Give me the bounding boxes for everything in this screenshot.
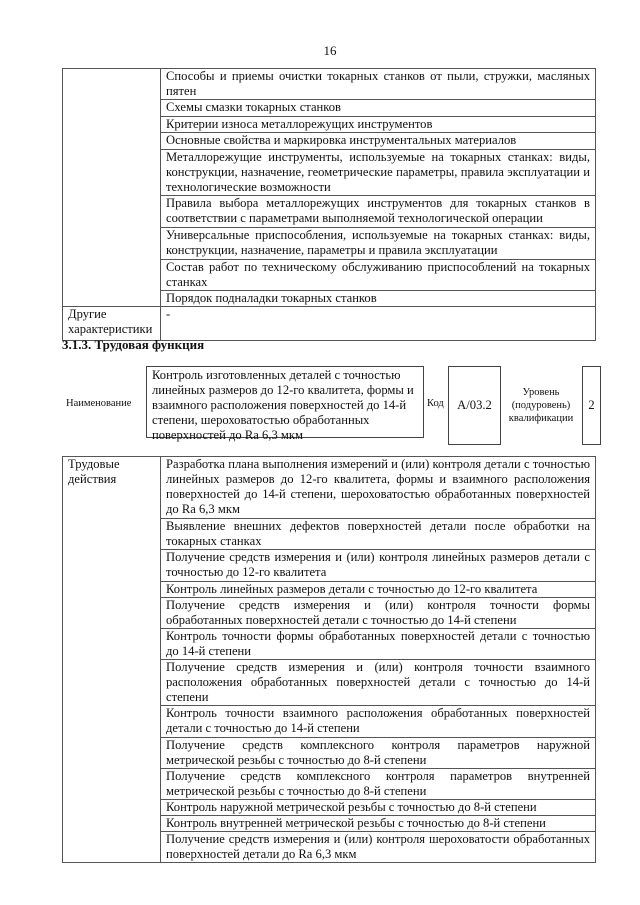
- name-label: Наименование: [66, 398, 132, 409]
- table-row: Способы и приемы очистки токарных станков от пыли, стружки, масляных пятен: [161, 69, 596, 100]
- other-characteristics-label: Другие характеристики: [63, 307, 161, 341]
- table-row: Контроль точности взаимного расположения обработанных поверхностей детали с точностью до 14-й степени: [161, 706, 596, 738]
- labor-actions-table: [62, 456, 596, 863]
- table-row: Состав работ по техническому обслуживанию приспособлений на токарных станках: [161, 260, 596, 291]
- table-row: Схемы смазки токарных станков: [161, 100, 596, 117]
- table-row: Выявление внешних дефектов поверхностей детали после обработки на токарных станках: [161, 519, 596, 550]
- name-value-box: Контроль изготовленных деталей с точностью линейных размеров до 12-го квалитета, формы и взаимного расположения поверхностей до 14-й степени, шероховатостью обработанных поверхностей до Ra 6,3 мкм: [146, 366, 424, 438]
- code-label: Код: [427, 398, 444, 409]
- table-row: Получение средств комплексного контроля параметров внутренней метрической резьбы с точностью до 8-й степени: [161, 769, 596, 800]
- code-value-box: А/03.2: [448, 366, 501, 445]
- empty-label-cell: [63, 69, 161, 307]
- table-row: Критерии износа металлорежущих инструментов: [161, 117, 596, 133]
- table-row: Получение средств измерения и (или) контроля точности формы обработанных поверхностей детали с точностью до 14-й степени: [161, 598, 596, 629]
- table-row: Контроль точности формы обработанных поверхностей детали с точностью до 14-й степени: [161, 629, 596, 660]
- table-row: Металлорежущие инструменты, используемые на токарных станках: виды, конструкции, назначение, геометрические параметры, правила эксплуатации и технологические возможности: [161, 150, 596, 196]
- table-row: Порядок подналадки токарных станков: [161, 291, 596, 307]
- table-row: Получение средств комплексного контроля параметров наружной метрической резьбы с точностью до 8-й степени: [161, 738, 596, 769]
- table-row: Получение средств измерения и (или) контроля линейных размеров детали с точностью до 12-го квалитета: [161, 550, 596, 582]
- other-characteristics-value: -: [161, 307, 596, 341]
- labor-actions-label: Трудовые действия: [63, 457, 161, 863]
- table-row: Контроль внутренней метрической резьбы с точностью до 8-й степени: [161, 816, 596, 832]
- knowledge-table: [62, 68, 596, 341]
- table-row: Получение средств измерения и (или) контроля точности взаимного расположения обработанных поверхностей детали с точностью до 14-й степени: [161, 660, 596, 706]
- table-row: Правила выбора металлорежущих инструментов для токарных станков в соответствии с параметрами выполняемой технологической операции: [161, 196, 596, 228]
- level-label: Уровень (подуровень) квалификации: [508, 387, 574, 424]
- table-row: Контроль наружной метрической резьбы с точностью до 8-й степени: [161, 800, 596, 816]
- table-row: Разработка плана выполнения измерений и (или) контроля детали с точностью линейных размеров до 12-го квалитета, формы и взаимного расположения поверхностей до 14-й степени, шероховатостью обработанных поверхностей до Ra 6,3 мкм: [161, 457, 596, 519]
- section-heading: 3.1.3. Трудовая функция: [62, 337, 205, 352]
- table-row: Универсальные приспособления, используемые на токарных станках: виды, конструкции, назначение, параметры и правила эксплуатации: [161, 228, 596, 260]
- table-row: Основные свойства и маркировка инструментальных материалов: [161, 133, 596, 150]
- table-row: Контроль линейных размеров детали с точностью до 12-го квалитета: [161, 582, 596, 598]
- table-row: Получение средств измерения и (или) контроля шероховатости обработанных поверхностей детали до Ra 6,3 мкм: [161, 832, 596, 863]
- level-value-box: 2: [582, 366, 601, 445]
- page-number: 16: [323, 43, 337, 58]
